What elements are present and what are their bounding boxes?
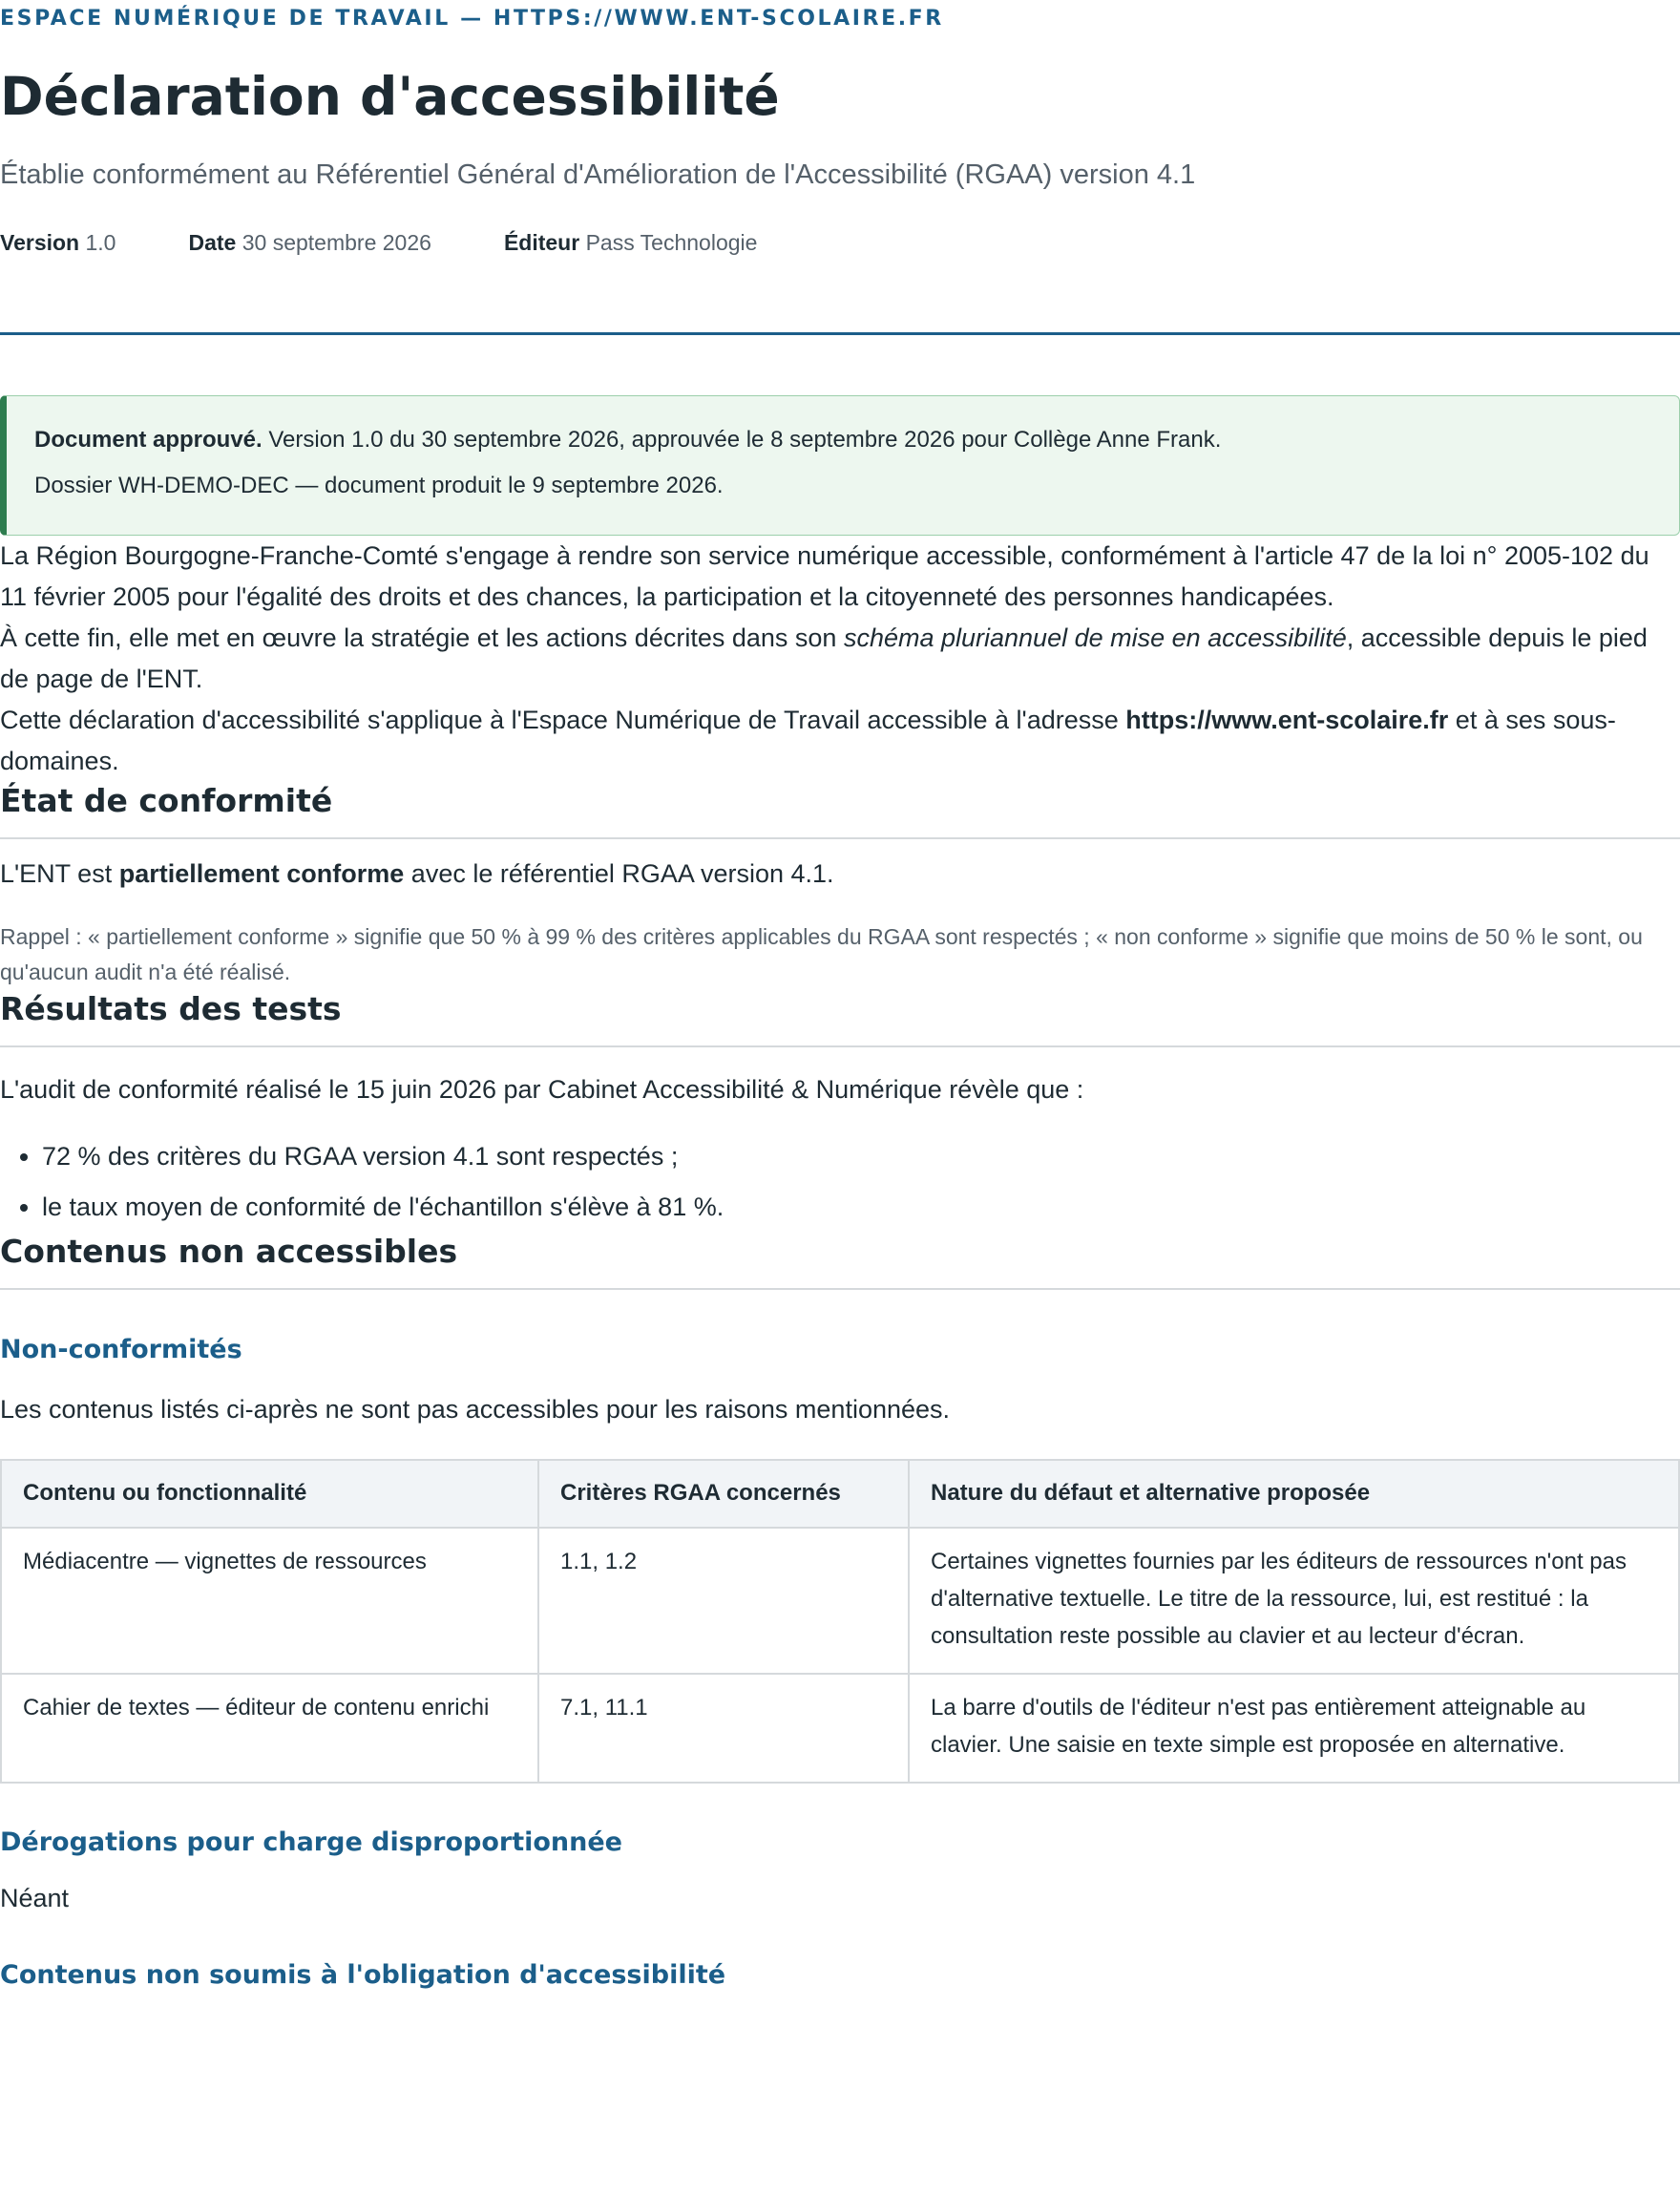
meta-date [188, 230, 430, 256]
conformity-after: avec le référentiel RGAA version 4.1. [404, 858, 834, 888]
approval-strong: Document approuvé. [34, 426, 262, 453]
table-row [1, 1528, 1679, 1674]
page-title: Déclaration d'accessibilité [0, 66, 780, 127]
table-header-row [1, 1460, 1679, 1528]
nonconformities-intro: Les contenus listés ci-après ne sont pas accessibles pour les raisons mentionnées. [0, 1394, 951, 1424]
table-cell: 1.1, 1.2 [538, 1528, 909, 1674]
approval-line-1 [34, 417, 1650, 463]
conformity-before: L'ENT est [0, 858, 119, 888]
meta-version [0, 230, 116, 256]
intro-p2-after: , accessible depuis le pied de page de l'ENT. [0, 623, 1648, 693]
table-cell: Certaines vignettes fournies par les éditeurs de ressources n'ont pas d'alternative textuelle. Le titre de la ressource, lui, est restitué : la consultation reste possible au clavier et au lecteur d'écran. [909, 1528, 1679, 1674]
table-row [1, 1674, 1679, 1783]
results-intro: L'audit de conformité réalisé le 15 juin 2026 par Cabinet Accessibilité & Numérique révèle que : [0, 1074, 1084, 1104]
approval-notice [0, 395, 1680, 536]
header-divider [0, 332, 1680, 335]
column-header: Contenu ou fonctionnalité [1, 1460, 538, 1528]
document-meta [0, 230, 1680, 256]
site-url: https://www.ent-scolaire.fr [1125, 705, 1449, 734]
meta-editor-label: Éditeur [503, 229, 580, 255]
table-cell: Cahier de textes — éditeur de contenu enrichi [1, 1674, 538, 1783]
conformity-heading: État de conformité [0, 782, 1680, 839]
site-label: ESPACE NUMÉRIQUE DE TRAVAIL — HTTPS://WWW.ENT-SCOLAIRE.FR [0, 7, 944, 31]
list-item: • 72 % des critères du RGAA version 4.1 sont respectés ; [42, 1131, 1680, 1182]
table-cell: Médiacentre — vignettes de ressources [1, 1528, 538, 1674]
derogations-text: Néant [0, 1883, 70, 1912]
approval-line-1-text: Version 1.0 du 30 septembre 2026, approuvée le 8 septembre 2026 pour Collège Anne Frank. [262, 426, 1222, 453]
page-subtitle: Établie conformément au Référentiel Général d'Amélioration de l'Accessibilité (RGAA) version 4.1 [0, 158, 1196, 190]
meta-version-value: 1.0 [85, 229, 116, 255]
column-header: Critères RGAA concernés [538, 1460, 909, 1528]
non-accessible-heading: Contenus non accessibles [0, 1233, 1680, 1290]
meta-editor [504, 230, 758, 256]
intro-paragraph-3 [0, 700, 1680, 782]
meta-version-label: Version [0, 229, 80, 255]
exempt-heading: Contenus non soumis à l'obligation d'accessibilité [0, 1959, 726, 1990]
conformity-status: partiellement conforme [118, 858, 405, 888]
meta-date-value: 30 septembre 2026 [242, 229, 431, 255]
list-item: • le taux moyen de conformité de l'échantillon s'élève à 81 %. [42, 1182, 1680, 1233]
meta-editor-value: Pass Technologie [585, 229, 758, 255]
nonconformities-table [0, 1459, 1680, 1784]
conformity-note: Rappel : « partiellement conforme » signifie que 50 % à 99 % des critères applicables du RGAA sont respectés ; « non conforme » signifie que moins de 50 % le sont, ou qu'aucun audit n'a été réalisé. [0, 923, 1643, 984]
meta-date-label: Date [188, 229, 237, 255]
column-header: Nature du défaut et alternative proposée [909, 1460, 1679, 1528]
table-cell: 7.1, 11.1 [538, 1674, 909, 1783]
results-list [0, 1131, 1680, 1233]
approval-line-2: Dossier WH-DEMO-DEC — document produit le 9 septembre 2026. [34, 472, 724, 498]
results-heading: Résultats des tests [0, 990, 1680, 1047]
nonconformities-heading: Non-conformités [0, 1334, 242, 1364]
derogations-heading: Dérogations pour charge disproportionnée [0, 1826, 622, 1857]
intro-paragraph-2 [0, 618, 1680, 700]
table-cell: La barre d'outils de l'éditeur n'est pas entièrement atteignable au clavier. Une saisie en texte simple est proposée en alternative. [909, 1674, 1679, 1783]
conformity-text [0, 854, 1680, 895]
intro-p2-emphasis: schéma pluriannuel de mise en accessibilité [843, 623, 1347, 652]
intro-p2-before: À cette fin, elle met en œuvre la stratégie et les actions décrites dans son [0, 623, 844, 652]
intro-p3-before: Cette déclaration d'accessibilité s'applique à l'Espace Numérique de Travail accessible à l'adresse [0, 705, 1126, 734]
intro-paragraph-1: La Région Bourgogne-Franche-Comté s'engage à rendre son service numérique accessible, conformément à l'article 47 de la loi n° 2005-102 du 11 février 2005 pour l'égalité des droits et des chances, la participation et la citoyenneté des personnes handicapées. [0, 540, 1649, 611]
intro-p3-after: et à ses sous-domaines. [0, 705, 1616, 775]
